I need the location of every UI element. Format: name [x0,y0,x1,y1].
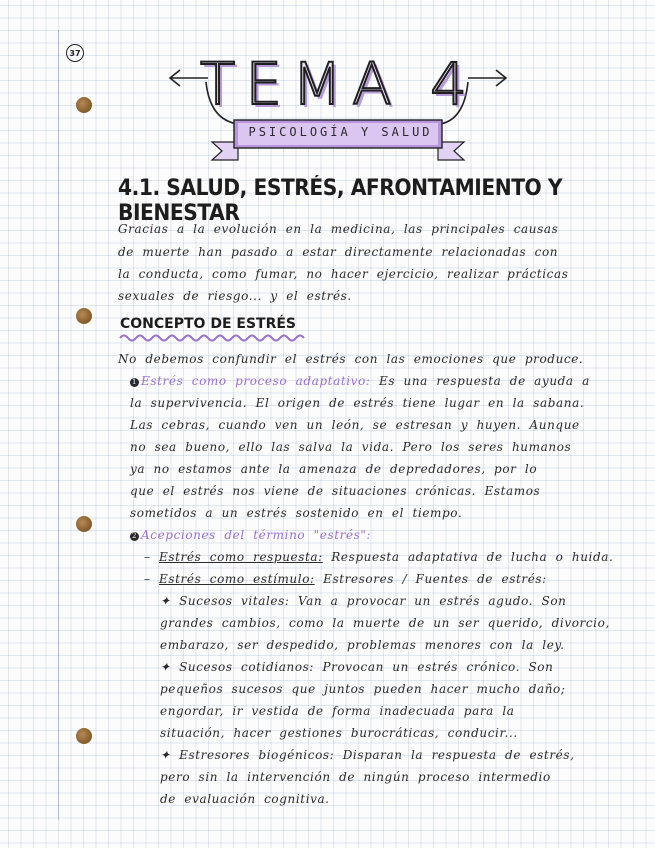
wavy-underline [118,333,308,343]
response-label: Estrés como respuesta: [159,550,323,564]
vital-line: embarazo, ser despedido, problemas menores con la ley. [160,638,565,652]
section-heading: 4.1. SALUD, ESTRÉS, AFRONTAMIENTO Y BIENESTAR [118,176,563,226]
daily-line: situación, hacer gestiones burocráticas, conducir... [160,726,518,740]
stimulus-line: – Estrés como estímulo: Estresores / Fuentes de estrés: [144,572,547,586]
page-title: TEMA 4 [199,50,478,118]
daily-line: engordar, ir vestida de forma inadecuada para la [160,704,515,718]
intro-line: de muerte han pasado a estar directamente relacionadas con [118,245,559,259]
biogenic-line: de evaluación cognitiva. [160,792,330,806]
point1-line: no sea bueno, ello las salva la vida. Pero los seres humanos [130,440,572,454]
stimulus-text: Estresores / Fuentes de estrés: [323,572,547,586]
punch-hole [76,308,92,324]
response-text: Respuesta adaptativa de lucha o huida. [331,550,614,564]
intro-line: la conducta, como fumar, no hacer ejercicio, realizar prácticas [118,267,569,281]
daily-line: pequeños sucesos que juntos pueden hacer mucho daño; [160,682,566,696]
response-line: – Estrés como respuesta: Respuesta adaptativa de lucha o huida. [144,550,614,564]
daily-text: Sucesos cotidianos: Provocan un estrés crónico. Son [179,660,554,674]
point1-line [130,374,590,388]
point1-line: ya no estamos ante la amenaza de depredadores, por lo [130,462,538,476]
point2-line [130,528,371,542]
intro-line: Gracias a la evolución en la medicina, las principales causas [118,222,559,236]
vital-line: ✦ Sucesos vitales: Van a provocar un estrés agudo. Son [160,594,567,608]
daily-line: ✦ Sucesos cotidianos: Provocan un estrés crónico. Son [160,660,554,674]
punch-hole [76,516,92,532]
biogenic-line: ✦ Estresores biogénicos: Disparan la respuesta de estrés, [160,748,575,762]
stimulus-label: Estrés como estímulo: [159,572,315,586]
concept-opening: No debemos confundir el estrés con las emociones que produce. [118,352,584,366]
point1-line: sometidos a un estrés sostenido en el tiempo. [130,506,463,520]
intro-line: sexuales de riesgo... y el estrés. [118,289,352,303]
point1-line: la supervivencia. El origen de estrés tiene lugar en la sabana. [130,396,585,410]
page-subtitle: PSICOLOGÍA Y SALUD [248,125,433,139]
biogenic-text: Estresores biogénicos: Disparan la respuesta de estrés, [179,748,575,762]
biogenic-line: pero sin la intervención de ningún proceso intermedio [160,770,551,784]
point1-line: Las cebras, cuando ven un león, se estresan y huyen. Aunque [130,418,580,432]
point2-label: Acepciones del término "estrés": [141,528,372,542]
point1-line: que el estrés nos viene de situaciones crónicas. Estamos [130,484,541,498]
vital-line: grandes cambios, como la muerte de un ser querido, divorcio, [160,616,610,630]
point1-text: Es una respuesta de ayuda a [378,374,590,388]
concept-heading: CONCEPTO DE ESTRÉS [120,316,296,332]
page-number: 37 [66,44,84,62]
number-badge: 2 [131,532,138,540]
number-badge: 1 [131,378,138,386]
point1-label: Estrés como proceso adaptativo: [141,374,371,388]
vital-text: Sucesos vitales: Van a provocar un estrés agudo. Son [179,594,567,608]
punch-hole [76,728,92,744]
